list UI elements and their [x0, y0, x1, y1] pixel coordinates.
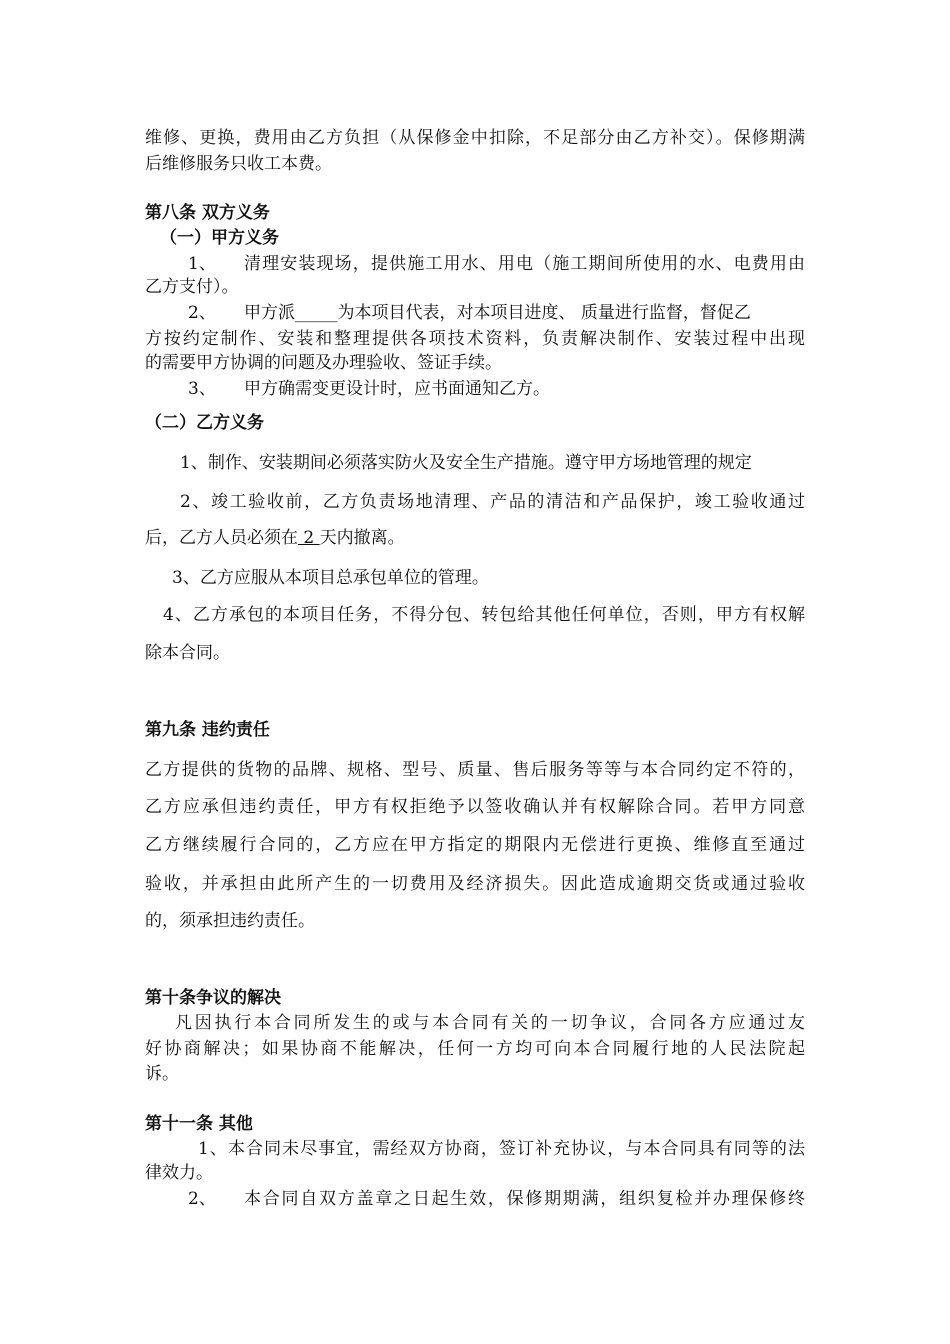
text-line: 的需要甲方协调的问题及办理验收、签证手续。 [145, 353, 502, 373]
text-span: 甲方派 [244, 303, 295, 323]
subsection-heading: （一）甲方义务 [160, 228, 279, 248]
text-line: 好协商解决；如果协商不能解决，任何一方均可向本合同履行地的人民法院起 [145, 1039, 805, 1059]
text-line: 2、竣工验收前，乙方负责场地清理、产品的清洁和产品保护，竣工验收通过 [180, 492, 805, 512]
text-line: 甲方确需变更设计时，应书面通知乙方。 [244, 379, 550, 399]
text-line: 乙方应承但违约责任，甲方有权拒绝予以签收确认并有权解除合同。若甲方同意 [145, 797, 805, 817]
text-span: 为本项目代表，对本项目进度、 质量进行监督，督促乙 [337, 303, 751, 323]
list-number: 2、 [188, 303, 216, 323]
blank-field: _____ [295, 303, 338, 323]
text-line: 乙方提供的货物的品牌、规格、型号、质量、售后服务等等与本合同约定不符的， [145, 760, 805, 780]
text-line: 维修、更换，费用由乙方负担（从保修金中扣除，不足部分由乙方补交）。保修期满 [145, 128, 805, 148]
section-heading: 第九条 违约责任 [145, 720, 270, 740]
text-line: 本合同自双方盖章之日起生效，保修期期满，组织复检并办理保修终 [244, 1189, 805, 1209]
text-line: 后维修服务只收工本费。 [145, 154, 332, 174]
text-line: 1、本合同未尽事宜，需经双方协商，签订补充协议，与本合同具有同等的法 [198, 1139, 805, 1159]
text-line: 律效力。 [145, 1163, 213, 1183]
text-line: 验收，并承担由此所产生的一切费用及经济损失。因此造成逾期交货或通过验收 [145, 874, 805, 894]
text-line: 凡因执行本合同所发生的或与本合同有关的一切争议，合同各方应通过友 [175, 1013, 805, 1033]
list-number: 3、 [188, 379, 216, 399]
text-line [145, 528, 405, 548]
subsection-heading: （二）乙方义务 [145, 413, 264, 433]
text-span: 天内撤离。 [319, 528, 405, 548]
text-line: 3、乙方应服从本项目总承包单位的管理。 [172, 568, 489, 588]
text-line: 的，须承担违约责任。 [145, 911, 315, 931]
text-line: 除本合同。 [145, 643, 230, 663]
days-value: 2 [298, 528, 320, 548]
section-heading: 第十一条 其他 [145, 1114, 253, 1134]
text-line: 诉。 [145, 1064, 179, 1084]
section-heading: 第八条 双方义务 [145, 203, 270, 223]
text-line: 1、制作、安装期间必须落实防火及安全生产措施。遵守甲方场地管理的规定 [180, 453, 752, 473]
list-number: 2、 [188, 1189, 216, 1209]
text-line: 方按约定制作、安装和整理提供各项技术资料，负责解决制作、安装过程中出现 [145, 329, 805, 349]
text-line [244, 303, 751, 323]
list-number: 1、 [188, 254, 216, 274]
text-span: 后，乙方人员必须在 [145, 528, 298, 548]
text-line: 乙方继续履行合同的，乙方应在甲方指定的期限内无偿进行更换、维修直至通过 [145, 835, 805, 855]
section-heading: 第十条争议的解决 [145, 988, 281, 1008]
text-line: 乙方支付）。 [145, 277, 239, 297]
text-line: 4、乙方承包的本项目任务，不得分包、转包给其他任何单位，否则，甲方有权解 [163, 605, 805, 625]
text-line: 清理安装现场，提供施工用水、用电（施工期间所使用的水、电费用由 [244, 254, 805, 274]
